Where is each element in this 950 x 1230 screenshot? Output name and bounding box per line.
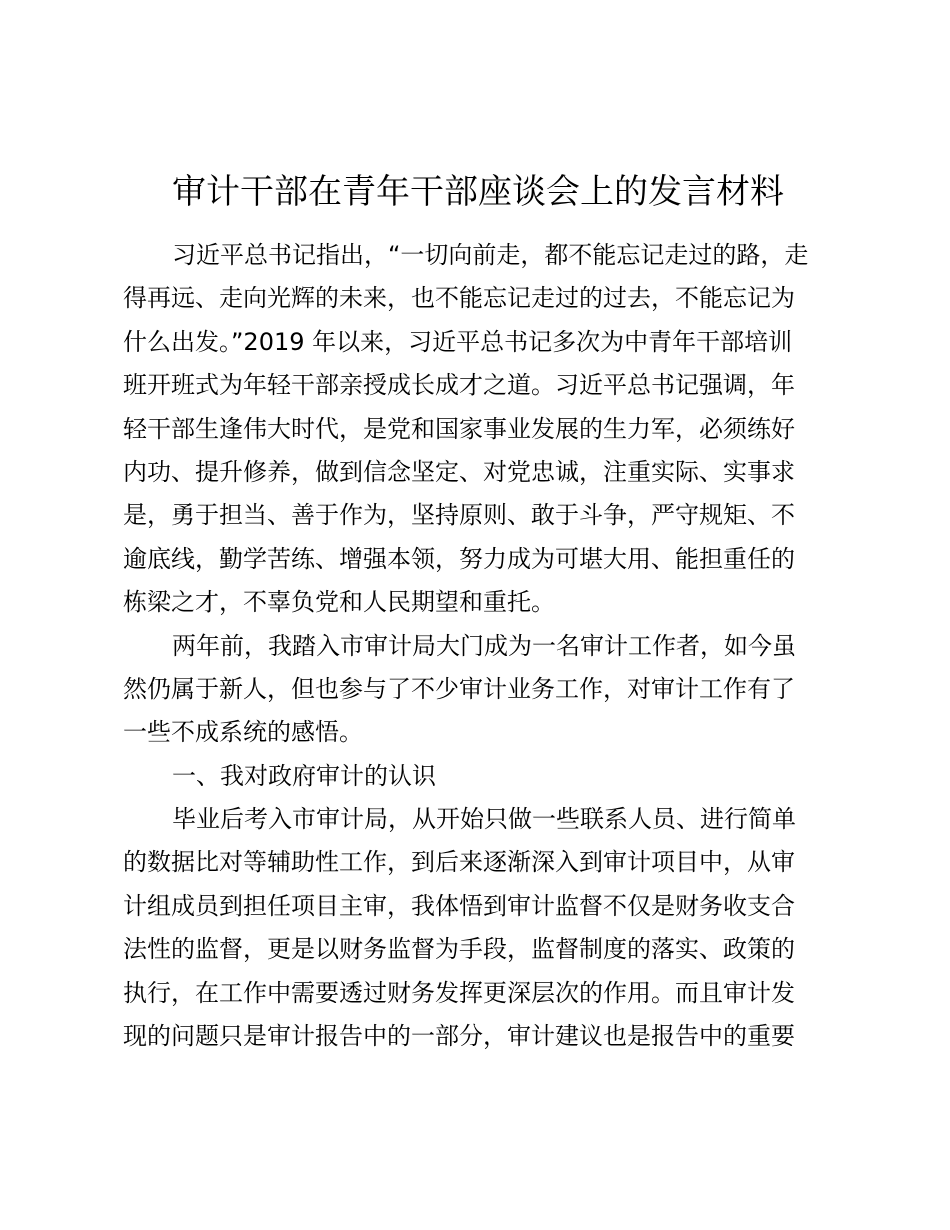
paragraph-line: 栋梁之才，不辜负党和人民期望和重托。 — [123, 588, 555, 617]
paragraph-3 — [123, 798, 830, 1058]
paragraph-line: 法性的监督，更是以财务监督为手段，监督制度的落实、政策的 — [123, 935, 795, 964]
document-title: 审计干部在青年干部座谈会上的发言材料 — [172, 172, 784, 212]
paragraph-line: 毕业后考入市审计局，从开始只做一些联系人员、进行简单 — [172, 805, 796, 834]
paragraph-2 — [123, 625, 830, 755]
paragraph-line: 计组成员到担任项目主审，我体悟到审计监督不仅是财务收支合 — [123, 891, 795, 920]
paragraph-line: 什么出发。”2019 年以来，习近平总书记多次为中青年干部培训 — [123, 327, 793, 356]
paragraph-line: 逾底线，勤学苦练、增强本领，努力成为可堪大用、能担重任的 — [123, 544, 795, 573]
paragraph-line: 是，勇于担当、善于作为，坚持原则、敢于斗争，严守规矩、不 — [123, 501, 795, 530]
paragraph-1 — [123, 234, 830, 625]
paragraph-line: 一些不成系统的感悟。 — [123, 718, 363, 747]
document-body — [123, 234, 830, 1058]
paragraph-line: 习近平总书记指出，“一切向前走，都不能忘记走过的路，走 — [172, 241, 809, 269]
paragraph-line: 然仍属于新人，但也参与了不少审计业务工作，对审计工作有了 — [123, 674, 795, 703]
paragraph-line: 得再远、走向光辉的未来，也不能忘记走过的过去，不能忘记为 — [123, 284, 795, 313]
paragraph-line: 轻干部生逢伟大时代，是党和国家事业发展的生力军，必须练好 — [123, 414, 795, 443]
paragraph-line: 的数据比对等辅助性工作，到后来逐渐深入到审计项目中，从审 — [123, 848, 795, 877]
paragraph-line: 执行，在工作中需要透过财务发挥更深层次的作用。而且审计发 — [123, 978, 795, 1007]
paragraph-line: 班开班式为年轻干部亲授成长成才之道。习近平总书记强调，年 — [123, 371, 795, 400]
paragraph-line: 两年前，我踏入市审计局大门成为一名审计工作者，如今虽 — [172, 631, 796, 660]
section-heading: 一、我对政府审计的认识 — [172, 761, 436, 790]
paragraph-line: 现的问题只是审计报告中的一部分，审计建议也是报告中的重要 — [123, 1022, 795, 1051]
section-heading-1 — [123, 755, 830, 798]
paragraph-line: 内功、提升修养，做到信念坚定、对党忠诚，注重实际、实事求 — [123, 457, 795, 486]
